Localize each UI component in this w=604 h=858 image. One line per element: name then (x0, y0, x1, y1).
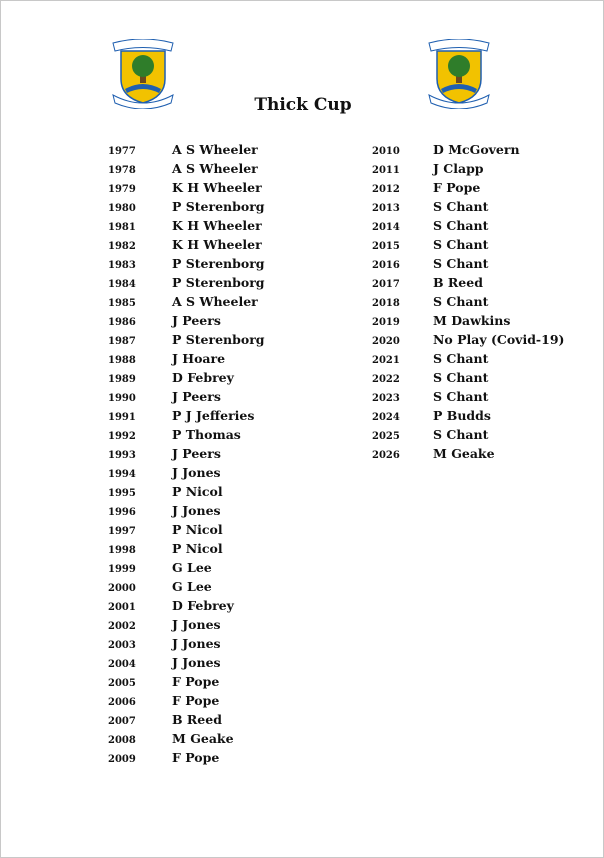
winner-name: J Peers (172, 313, 221, 328)
page-title: Thick Cup (254, 95, 352, 115)
winner-name: K H Wheeler (172, 180, 262, 195)
winner-year: 1995 (108, 488, 136, 499)
winner-name: No Play (Covid-19) (433, 332, 565, 347)
winner-name: A S Wheeler (172, 294, 258, 309)
winner-year: 1987 (108, 336, 136, 347)
winner-year: 2019 (372, 317, 400, 328)
winner-year: 2015 (372, 241, 400, 252)
winner-name: M Dawkins (433, 313, 511, 328)
winner-year: 2002 (108, 621, 136, 632)
winner-year: 2001 (108, 602, 136, 613)
winner-year: 2012 (372, 184, 400, 195)
winner-year: 1980 (108, 203, 136, 214)
winner-year: 1999 (108, 564, 136, 575)
winner-year: 1990 (108, 393, 136, 404)
winner-year: 2024 (372, 412, 400, 423)
winner-year: 1978 (108, 165, 136, 176)
winner-year: 2022 (372, 374, 400, 385)
winner-year: 1983 (108, 260, 136, 271)
winner-name: S Chant (433, 199, 489, 214)
winner-year: 1998 (108, 545, 136, 556)
winner-year: 2020 (372, 336, 400, 347)
winner-name: J Jones (172, 465, 221, 480)
winner-name: P Sterenborg (172, 199, 265, 214)
winner-name: P Nicol (172, 484, 223, 499)
winner-year: 1981 (108, 222, 136, 233)
winner-name: P Sterenborg (172, 275, 265, 290)
winner-year: 2005 (108, 678, 136, 689)
winner-year: 2004 (108, 659, 136, 670)
winner-year: 1997 (108, 526, 136, 537)
winner-name: S Chant (433, 294, 489, 309)
winner-name: P Nicol (172, 522, 223, 537)
winner-name: B Reed (172, 712, 222, 727)
winner-name: P Thomas (172, 427, 241, 442)
winner-name: S Chant (433, 370, 489, 385)
winner-year: 2003 (108, 640, 136, 651)
winner-year: 2007 (108, 716, 136, 727)
winner-year: 2017 (372, 279, 400, 290)
winner-year: 2008 (108, 735, 136, 746)
winner-name: J Jones (172, 636, 221, 651)
winner-name: J Jones (172, 503, 221, 518)
winner-year: 1988 (108, 355, 136, 366)
winner-name: F Pope (172, 750, 220, 765)
winner-name: A S Wheeler (172, 161, 258, 176)
winner-year: 1992 (108, 431, 136, 442)
winner-name: M Geake (172, 731, 234, 746)
winner-name: J Peers (172, 446, 221, 461)
winner-year: 2026 (372, 450, 400, 461)
winner-name: P Sterenborg (172, 332, 265, 347)
winner-name: D McGovern (433, 142, 520, 157)
winner-year: 2009 (108, 754, 136, 765)
winner-name: P Budds (433, 408, 491, 423)
winner-name: D Febrey (172, 598, 234, 613)
winner-name: J Hoare (172, 351, 226, 366)
winner-year: 2025 (372, 431, 400, 442)
winner-year: 1982 (108, 241, 136, 252)
winner-year: 1993 (108, 450, 136, 461)
winner-year: 1986 (108, 317, 136, 328)
winner-year: 1996 (108, 507, 136, 518)
winner-year: 2018 (372, 298, 400, 309)
winner-name: P Nicol (172, 541, 223, 556)
winner-name: B Reed (433, 275, 483, 290)
winner-year: 2023 (372, 393, 400, 404)
winner-year: 2006 (108, 697, 136, 708)
winner-name: F Pope (433, 180, 481, 195)
winner-year: 2014 (372, 222, 400, 233)
winner-name: S Chant (433, 218, 489, 233)
winner-year: 1985 (108, 298, 136, 309)
winner-name: G Lee (172, 560, 212, 575)
winner-name: S Chant (433, 427, 489, 442)
winner-year: 1991 (108, 412, 136, 423)
winner-name: F Pope (172, 693, 220, 708)
winner-name: A S Wheeler (172, 142, 258, 157)
winner-year: 2011 (372, 165, 400, 176)
winner-year: 1984 (108, 279, 136, 290)
winner-name: K H Wheeler (172, 237, 262, 252)
winner-name: D Febrey (172, 370, 234, 385)
winner-year: 2016 (372, 260, 400, 271)
winner-year: 2010 (372, 146, 400, 157)
winner-year: 1977 (108, 146, 136, 157)
winner-name: F Pope (172, 674, 220, 689)
winner-year: 1989 (108, 374, 136, 385)
winner-year: 2021 (372, 355, 400, 366)
winner-name: P J Jefferies (172, 408, 255, 423)
winner-name: P Sterenborg (172, 256, 265, 271)
winner-year: 1979 (108, 184, 136, 195)
winner-name: S Chant (433, 237, 489, 252)
winner-name: S Chant (433, 351, 489, 366)
winner-year: 1994 (108, 469, 136, 480)
winner-name: S Chant (433, 389, 489, 404)
winner-year: 2013 (372, 203, 400, 214)
winner-name: K H Wheeler (172, 218, 262, 233)
winner-name: J Clapp (433, 161, 484, 176)
winner-name: G Lee (172, 579, 212, 594)
winner-name: J Jones (172, 655, 221, 670)
winner-name: J Peers (172, 389, 221, 404)
winner-name: S Chant (433, 256, 489, 271)
winner-name: M Geake (433, 446, 495, 461)
winner-year: 2000 (108, 583, 136, 594)
winner-name: J Jones (172, 617, 221, 632)
